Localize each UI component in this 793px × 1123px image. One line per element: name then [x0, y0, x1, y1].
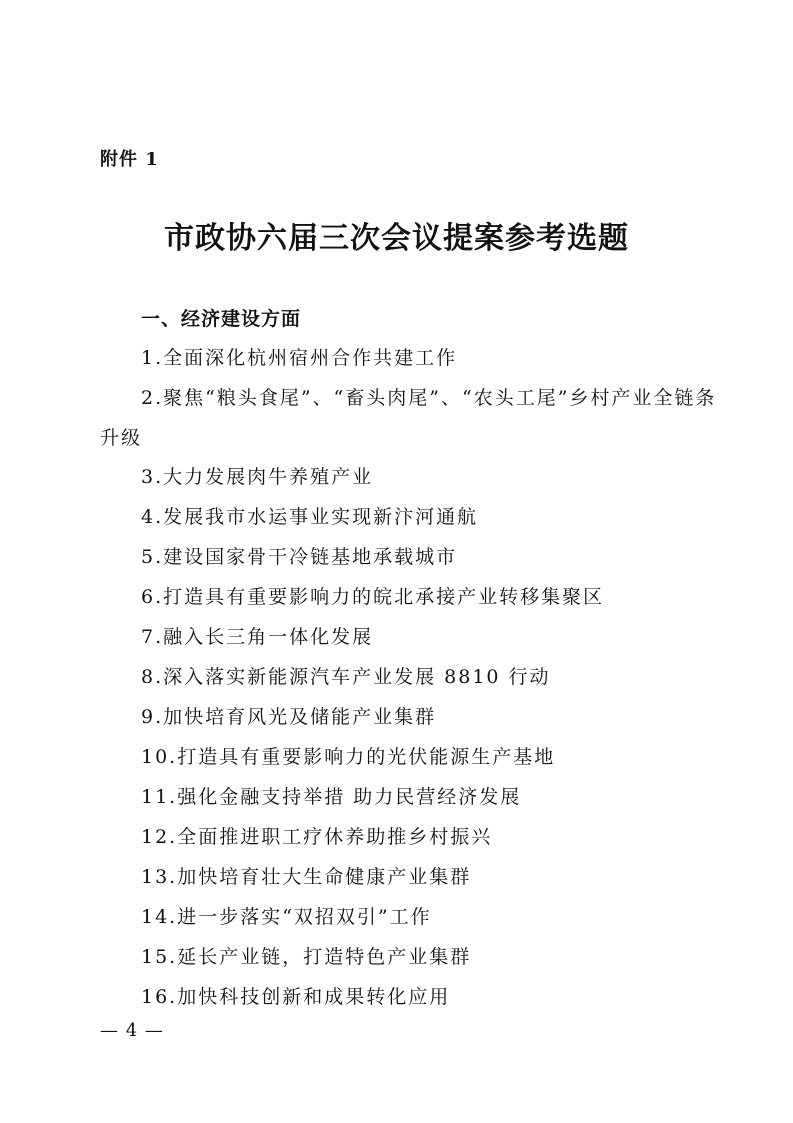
list-item-text: 3.大力发展肉牛养殖产业 — [141, 466, 374, 488]
attachment-label: 附件 1 — [100, 149, 159, 170]
document-title: 市政协六届三次会议提案参考选题 — [164, 221, 629, 256]
list-item-text: 12.全面推进职工疗休养助推乡村振兴 — [141, 826, 493, 848]
list-item-text: 15.延长产业链，打造特色产业集群 — [141, 946, 472, 968]
page-number: — 4 — — [100, 1020, 164, 1041]
list-item-text: 2.聚焦“粮头食尾”、“畜头肉尾”、“农头工尾”乡村产业全链条 — [141, 387, 717, 409]
list-item-text: 7.融入长三角一体化发展 — [141, 626, 374, 648]
list-item-text: 8.深入落实新能源汽车产业发展 8810 行动 — [141, 666, 551, 688]
list-item-text: 14.进一步落实“双招双引”工作 — [141, 906, 432, 928]
list-item-text: 10.打造具有重要影响力的光伏能源生产基地 — [141, 746, 556, 768]
list-item-text: 5.建设国家骨干冷链基地承载城市 — [141, 546, 458, 568]
list-item-text: 11.强化金融支持举措 助力民营经济发展 — [141, 786, 522, 808]
list-item-text: 9.加快培育风光及储能产业集群 — [141, 706, 437, 728]
list-item-text: 1.全面深化杭州宿州合作共建工作 — [141, 347, 458, 369]
section-heading: 一、经济建设方面 — [141, 308, 302, 330]
list-item-text-continued: 升级 — [100, 427, 143, 449]
list-item-text: 6.打造具有重要影响力的皖北承接产业转移集聚区 — [141, 586, 605, 608]
list-item-text: 16.加快科技创新和成果转化应用 — [141, 986, 451, 1008]
list-item-text: 4.发展我市水运事业实现新汴河通航 — [141, 506, 479, 528]
list-item-text: 13.加快培育壮大生命健康产业集群 — [141, 866, 472, 888]
